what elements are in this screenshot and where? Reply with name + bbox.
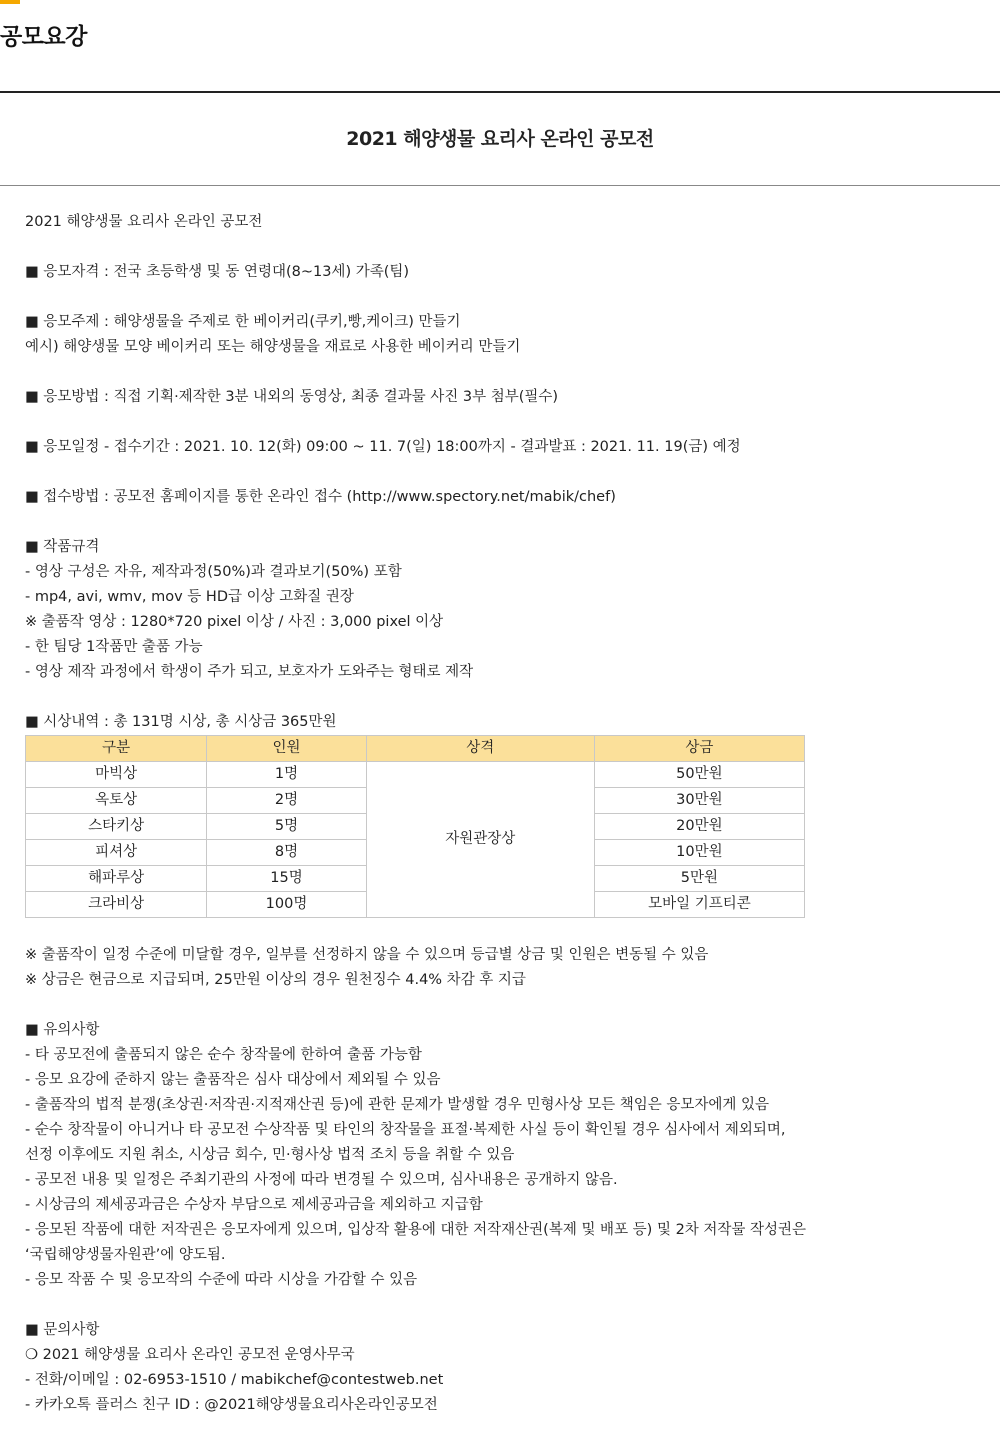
table-header: 상금 <box>594 736 804 762</box>
contact-item: - 전화/이메일 : 02-6953-1510 / mabikchef@contestweb.net <box>25 1372 444 1388</box>
table-row <box>26 762 805 788</box>
contest-details <box>25 210 990 1418</box>
award-name-cell: 해파루상 <box>26 866 207 892</box>
schedule-text: ■ 응모일정 - 접수기간 : 2021. 10. 12(화) 09:00 ~ 11. 7(일) 18:00까지 - 결과발표 : 2021. 11. 19(금) 예정 <box>25 439 741 455</box>
spec-item: - 영상 제작 과정에서 학생이 주가 되고, 보호자가 도와주는 형태로 제작 <box>25 664 474 680</box>
award-prize-cell: 50만원 <box>594 762 804 788</box>
table-header: 인원 <box>207 736 366 762</box>
spec-item: ※ 출품작 영상 : 1280*720 pixel 이상 / 사진 : 3,000 pixel 이상 <box>25 614 444 630</box>
note-item: - 순수 창작물이 아니거나 타 공모전 수상작품 및 타인의 창작물을 표절·복제한 사실 등이 확인될 경우 심사에서 제외되며, <box>25 1122 786 1138</box>
award-note: ※ 상금은 현금으로 지급되며, 25만원 이상의 경우 원천징수 4.4% 차감 후 지급 <box>25 972 526 988</box>
table-header: 상격 <box>366 736 594 762</box>
award-prize-cell: 20만원 <box>594 814 804 840</box>
section-title: 공모요강 <box>0 24 87 50</box>
note-item: - 응모 작품 수 및 응모작의 수준에 따라 시상을 가감할 수 있음 <box>25 1272 418 1288</box>
award-grade-cell: 자원관장상 <box>366 762 594 918</box>
award-prize-cell: 모바일 기프티콘 <box>594 892 804 918</box>
eligibility-text: ■ 응모자격 : 전국 초등학생 및 동 연령대(8~13세) 가족(팀) <box>25 264 410 280</box>
method-text: ■ 응모방법 : 직접 기획·제작한 3분 내외의 동영상, 최종 결과물 사진 3부 첨부(필수) <box>25 389 559 405</box>
accent-bar <box>0 0 20 4</box>
award-note: ※ 출품작이 일정 수준에 미달할 경우, 일부를 선정하지 않을 수 있으며 등급별 상금 및 인원은 변동될 수 있음 <box>25 947 709 963</box>
note-item: ‘국립해양생물자원관’에 양도됨. <box>25 1247 226 1263</box>
award-count-cell: 8명 <box>207 840 366 866</box>
theme-example-text: 예시) 해양생물 모양 베이커리 또는 해양생물을 재료로 사용한 베이커리 만들기 <box>25 339 521 355</box>
contact-item: - 카카오톡 플러스 친구 ID : @2021해양생물요리사온라인공모전 <box>25 1397 438 1413</box>
spec-item: - 영상 구성은 자유, 제작과정(50%)과 결과보기(50%) 포함 <box>25 564 402 580</box>
header-divider <box>0 91 1000 93</box>
award-name-cell: 피셔상 <box>26 840 207 866</box>
award-prize-cell: 30만원 <box>594 788 804 814</box>
award-prize-cell: 5만원 <box>594 866 804 892</box>
award-name-cell: 옥토상 <box>26 788 207 814</box>
note-item: - 시상금의 제세공과금은 수상자 부담으로 제세공과금을 제외하고 지급함 <box>25 1197 483 1213</box>
note-item: - 타 공모전에 출품되지 않은 순수 창작물에 한하여 출품 가능함 <box>25 1047 422 1063</box>
title-divider <box>0 185 1000 186</box>
table-header: 구분 <box>26 736 207 762</box>
awards-heading: ■ 시상내역 : 총 131명 시상, 총 시상금 365만원 <box>25 714 337 730</box>
spec-item: - 한 팀당 1작품만 출품 가능 <box>25 639 203 655</box>
award-count-cell: 100명 <box>207 892 366 918</box>
spec-item: - mp4, avi, wmv, mov 등 HD급 이상 고화질 권장 <box>25 589 354 605</box>
contest-title: 2021 해양생물 요리사 온라인 공모전 <box>346 128 654 150</box>
theme-text: ■ 응모주제 : 해양생물을 주제로 한 베이커리(쿠키,빵,케이크) 만들기 <box>25 314 461 330</box>
award-count-cell: 5명 <box>207 814 366 840</box>
awards-table <box>25 735 805 918</box>
submission-text: ■ 접수방법 : 공모전 홈페이지를 통한 온라인 접수 (http://www.spectory.net/mabik/chef) <box>25 489 616 505</box>
contact-heading: ■ 문의사항 <box>25 1322 100 1338</box>
award-prize-cell: 10만원 <box>594 840 804 866</box>
specs-heading: ■ 작품규격 <box>25 539 100 555</box>
award-name-cell: 마빅상 <box>26 762 207 788</box>
note-item: - 출품작의 법적 분쟁(초상권·저작권·지적재산권 등)에 관한 문제가 발생할 경우 민형사상 모든 책임은 응모자에게 있음 <box>25 1097 770 1113</box>
award-name-cell: 크라비상 <box>26 892 207 918</box>
contact-item: ❍ 2021 해양생물 요리사 온라인 공모전 운영사무국 <box>25 1347 355 1363</box>
award-name-cell: 스타키상 <box>26 814 207 840</box>
note-item: - 응모 요강에 준하지 않는 출품작은 심사 대상에서 제외될 수 있음 <box>25 1072 441 1088</box>
note-item: - 공모전 내용 및 일정은 주최기관의 사정에 따라 변경될 수 있으며, 심사내용은 공개하지 않음. <box>25 1172 618 1188</box>
note-item: 선정 이후에도 지원 취소, 시상금 회수, 민·형사상 법적 조치 등을 취할 수 있음 <box>25 1147 515 1163</box>
note-item: - 응모된 작품에 대한 저작권은 응모자에게 있으며, 입상작 활용에 대한 저작재산권(복제 및 배포 등) 및 2차 저작물 작성권은 <box>25 1222 807 1238</box>
award-count-cell: 2명 <box>207 788 366 814</box>
award-count-cell: 15명 <box>207 866 366 892</box>
award-count-cell: 1명 <box>207 762 366 788</box>
table-header-row <box>26 736 805 762</box>
notes-heading: ■ 유의사항 <box>25 1022 100 1038</box>
intro-text: 2021 해양생물 요리사 온라인 공모전 <box>25 214 263 230</box>
